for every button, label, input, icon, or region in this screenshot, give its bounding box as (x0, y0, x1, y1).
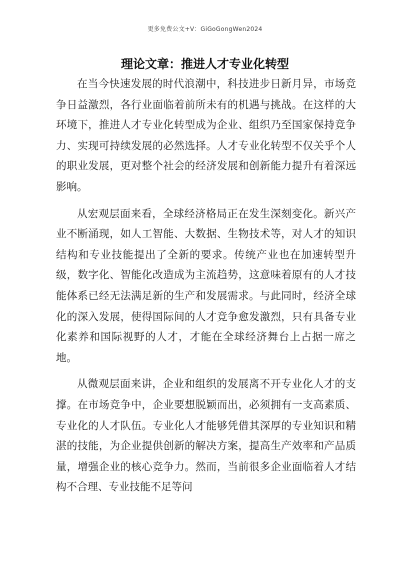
document-body (56, 74, 356, 504)
header-note: 更多免费公文+V：GiGoGongWen2024 (147, 26, 263, 33)
paragraph: 从微观层面来讲，企业和组织的发展离不开专业化人才的支撑。在市场竞争中，企业要想脱颖而出，必须拥有一支高素质、专业化的人才队伍。专业化人才能够凭借其深厚的专业知识和精湛的技能，为企业提供创新的解决方案，提高生产效率和产品质量，增强企业的核心竞争力。然而，当前很多企业面临着人才结构不合理、专业技能不足等问 (56, 378, 356, 494)
paragraph: 从宏观层面来看，全球经济格局正在发生深刻变化。新兴产业不断涌现，如人工智能、大数据、生物技术等，对人才的知识结构和专业技能提出了全新的要求。传统产业也在加速转型升级，数字化、智能化改造成为主流趋势，这意味着原有的人才技能体系已经无法满足新的生产和发展需求。与此同时，经济全球化的深入发展，使得国际间的人才竞争愈发激烈，只有具备专业化素养和国际视野的人才，才能在全球经济舞台上占据一席之地。 (56, 207, 356, 364)
paragraph: 在当今快速发展的时代浪潮中，科技进步日新月异，市场竞争日益激烈，各行业面临着前所未有的机遇与挑战。在这样的大环境下，推进人才专业化转型成为企业、组织乃至国家保持竞争力、实现可持续发展的必然选择。人才专业化转型不仅关乎个人的职业发展，更对整个社会的经济发展和创新能力提升有着深远影响。 (56, 78, 356, 193)
document-title: 理论文章：推进人才专业化转型 (120, 57, 289, 71)
